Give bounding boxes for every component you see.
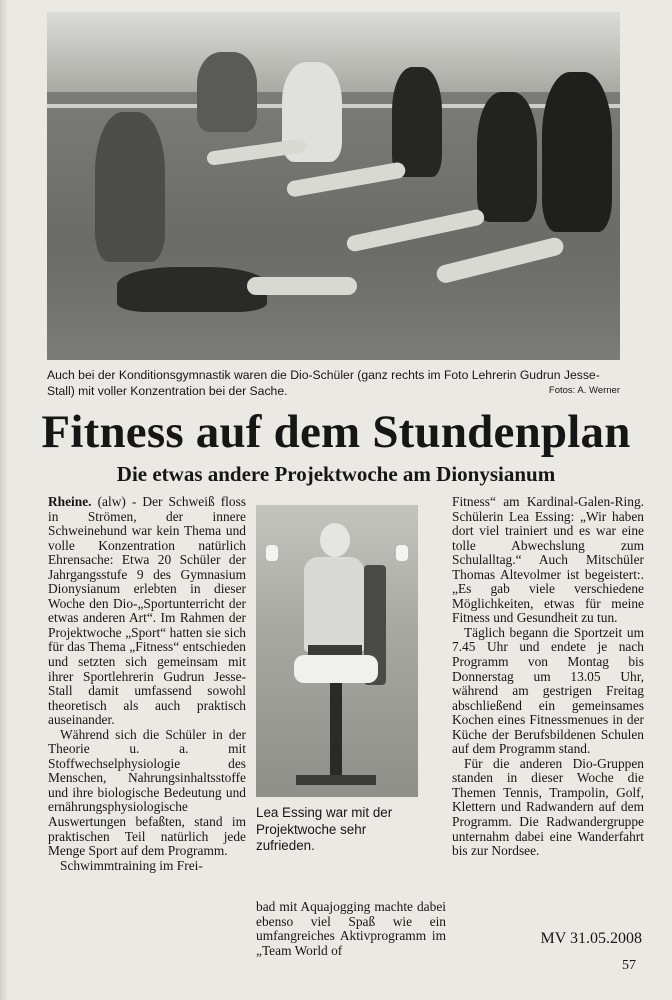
article-paragraph: Fitness“ am Kardinal-Galen-Ring. Schülerin Lea Essing: „Wir haben dort viel trainiert und es war eine tolle Abwechslung zum Schulalltag.“ Auch Mitschüler Thomas Altevolmer ist begeistert:. „Es gab viele verschiedene Möglichkeiten, etwas für meine Fitness und Gesundheit zu tun. [452,494,644,626]
article-column-3 [452,495,644,859]
page-edge-shadow [0,0,8,1000]
photo-credit: Fotos: A. Werner [548,385,620,396]
article-headline: Fitness auf dem Stundenplan [41,406,631,458]
paragraph-text: (alw) - Der Schweiß floss in Strömen, der innere Schweinehund war kein Thema und volle Konzentration natürlich Ehrensache: Etwa 20 Schüler der Jahrgangsstufe 9 des Gymnasium Dionysianum erlebten in dieser Woche den Dio-„Sportunterricht der etwas anderen Art“. Im Rahmen der Projektwoche „Sport“ hatten sie sich für das Thema „Fitness“ entschieden und setzten sich gemeinsam mit ihrer Sportlehrerin Gudrun Jesse-Stall damit umfassend sowohl theoretisch als auch praktisch auseinander. [48,494,246,728]
fitness-class-photo [47,12,620,360]
article-paragraph: Während sich die Schüler in der Theorie u. a. mit Stoffwechselphysiologie des Menschen, Nahrungsinhaltsstoffe und ihre biologische Bedeutung und ernährungsphysiologische Auswertungen befaßten, stand im praktischen Teil natürlich jede Menge Sport auf dem Programm. [48,726,246,859]
photo2-caption: Lea Essing war mit der Projektwoche sehr zufrieden. [256,805,393,853]
article-subheadline: Die etwas andere Projektwoche am Dionysianum [116,462,556,486]
article-column-1 [48,495,246,873]
article-paragraph: bad mit Aquajogging machte dabei ebenso viel Spaß wie ein umfangreiches Aktivprogramm im „Team World of [256,899,446,958]
photo-caption-text: Auch bei der Konditionsgymnastik waren die Dio-Schüler (ganz rechts im Foto Lehrerin Gudrun Jesse-Stall) mit voller Konzentration bei der Sache. [47,368,600,398]
source-stamp: MV 31.05.2008 [540,930,642,947]
page-number: 57 [622,958,636,973]
article-paragraph: Täglich begann die Sportzeit um 7.45 Uhr und endete je nach Programm von Montag bis Donnerstag um 13.05 Uhr, während am gestrigen Freitag abschließend ein gemeinsames Kochen eines Fitnessmenues in der Küche der Berufsbildenen Schulen auf dem Programm stand. [452,624,644,757]
article-column-2 [256,900,446,958]
student-bike-photo [256,505,418,797]
photo-caption [47,367,620,399]
article-paragraph [48,495,246,728]
article-paragraph: Für die anderen Dio-Gruppen standen in dieser Woche die Themen Tennis, Trampolin, Golf, Klettern und Radwandern auf dem Programm. Die Radwandergruppe unternahm dabei eine Wanderfahrt bis zur Nordsee. [452,755,644,859]
article-paragraph: Schwimmtraining im Frei- [60,857,203,873]
dateline: Rheine. [48,494,92,509]
